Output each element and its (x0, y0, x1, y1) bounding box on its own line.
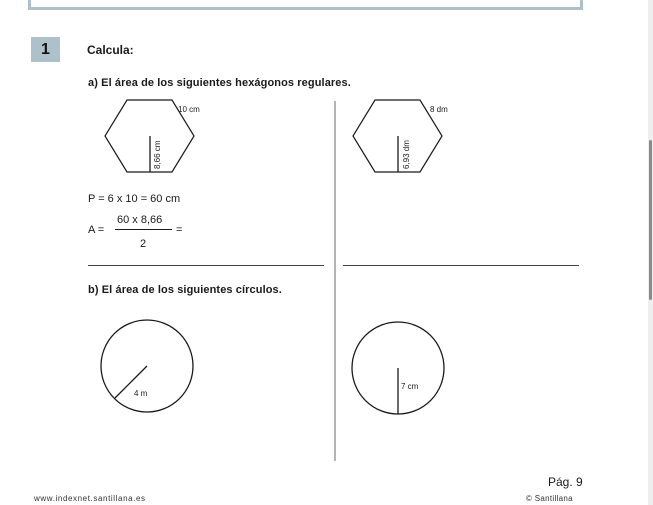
part-b-instruction: b) El área de los siguientes círculos. (88, 284, 282, 296)
area-formula-equals: = (176, 224, 183, 236)
circle-1-radius-label: 4 m (134, 389, 148, 398)
answer-line-left (88, 265, 324, 266)
column-divider (334, 101, 336, 461)
hexagon-1-apothem-label: 8,66 cm (153, 140, 162, 169)
hexagon-2-side-label: 8 dm (430, 105, 448, 114)
part-a-instruction: a) El área de los siguientes hexágonos regulares. (88, 77, 351, 89)
area-numerator: 60 x 8,66 (117, 214, 163, 226)
answer-line-right (343, 265, 579, 266)
hexagon-2-apothem-label: 6,93 dm (402, 140, 411, 169)
hexagon-1-side-label: 10 cm (178, 105, 200, 114)
area-formula-prefix: A = (88, 224, 105, 236)
copyright: © Santillana (526, 494, 573, 503)
circle-2-radius-label: 7 cm (401, 382, 419, 391)
perimeter-formula: P = 6 x 10 = 60 cm (88, 193, 181, 205)
exercise-title: Calcula: (87, 43, 134, 57)
website-link[interactable]: www.indexnet.santillana.es (34, 494, 146, 503)
fraction-bar (115, 229, 172, 230)
area-denominator: 2 (140, 238, 147, 250)
exercise-number: 1 (31, 37, 60, 62)
page-number: Pág. 9 (548, 475, 583, 489)
